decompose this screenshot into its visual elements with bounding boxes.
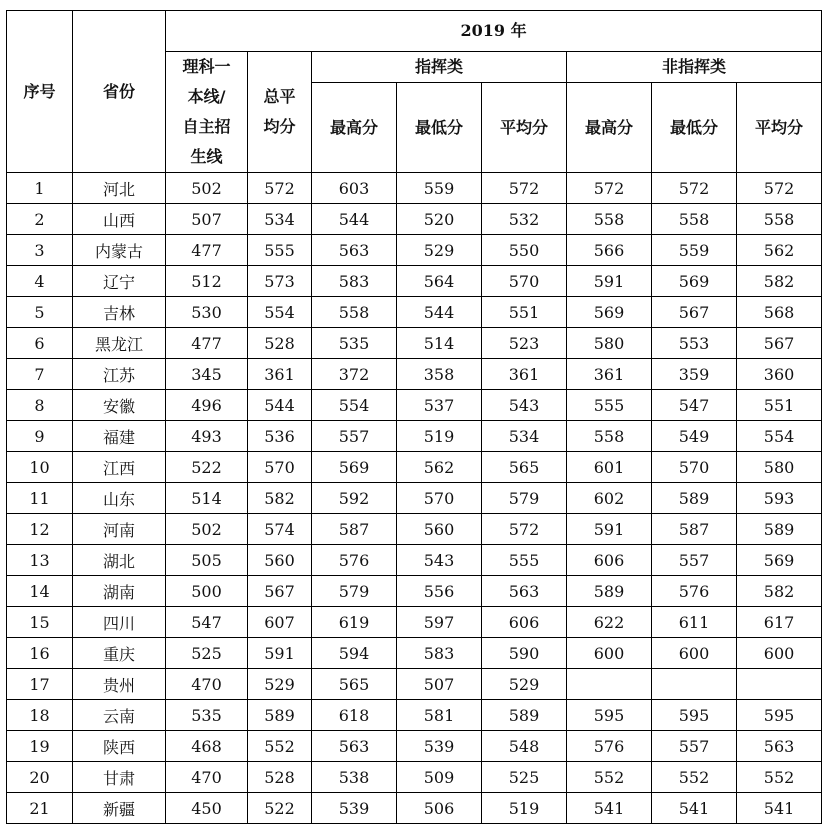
cell-command-max: 557 xyxy=(312,421,397,452)
cell-command-avg: 563 xyxy=(482,576,567,607)
cell-non-command-avg: 551 xyxy=(737,390,822,421)
cell-command-max: 558 xyxy=(312,297,397,328)
cell-seq: 16 xyxy=(7,638,73,669)
cell-command-min: 509 xyxy=(397,762,482,793)
cell-command-max: 544 xyxy=(312,204,397,235)
cell-seq: 11 xyxy=(7,483,73,514)
cell-line: 345 xyxy=(166,359,248,390)
header-province: 省份 xyxy=(73,11,166,173)
cell-non-command-max: 600 xyxy=(567,638,652,669)
cell-non-command-avg: 360 xyxy=(737,359,822,390)
cell-command-min: 544 xyxy=(397,297,482,328)
cell-line: 477 xyxy=(166,328,248,359)
cell-line: 535 xyxy=(166,700,248,731)
cell-non-command-min: 572 xyxy=(652,173,737,204)
cell-non-command-min: 587 xyxy=(652,514,737,545)
cell-non-command-avg: 580 xyxy=(737,452,822,483)
cell-province: 湖北 xyxy=(73,545,166,576)
cell-non-command-min xyxy=(652,669,737,700)
cell-command-max: 594 xyxy=(312,638,397,669)
cell-non-command-max: 569 xyxy=(567,297,652,328)
cell-total-avg: 544 xyxy=(248,390,312,421)
cell-command-max: 576 xyxy=(312,545,397,576)
cell-non-command-max: 558 xyxy=(567,204,652,235)
cell-total-avg: 572 xyxy=(248,173,312,204)
cell-total-avg: 555 xyxy=(248,235,312,266)
table-row xyxy=(7,359,822,390)
cell-non-command-avg: 567 xyxy=(737,328,822,359)
cell-command-min: 519 xyxy=(397,421,482,452)
cell-province: 江西 xyxy=(73,452,166,483)
cell-non-command-avg: 593 xyxy=(737,483,822,514)
cell-line: 477 xyxy=(166,235,248,266)
cell-seq: 10 xyxy=(7,452,73,483)
cell-command-min: 556 xyxy=(397,576,482,607)
cell-total-avg: 570 xyxy=(248,452,312,483)
cell-seq: 12 xyxy=(7,514,73,545)
cell-command-avg: 532 xyxy=(482,204,567,235)
cell-non-command-min: 570 xyxy=(652,452,737,483)
cell-total-avg: 534 xyxy=(248,204,312,235)
cell-command-avg: 572 xyxy=(482,173,567,204)
cell-command-avg: 543 xyxy=(482,390,567,421)
cell-province: 甘肃 xyxy=(73,762,166,793)
cell-line: 507 xyxy=(166,204,248,235)
cell-command-min: 529 xyxy=(397,235,482,266)
cell-seq: 21 xyxy=(7,793,73,824)
cell-non-command-avg: 562 xyxy=(737,235,822,266)
cell-command-max: 619 xyxy=(312,607,397,638)
cell-command-min: 560 xyxy=(397,514,482,545)
cell-command-avg: 519 xyxy=(482,793,567,824)
table-row xyxy=(7,793,822,824)
cell-command-max: 563 xyxy=(312,235,397,266)
cell-command-max: 539 xyxy=(312,793,397,824)
cell-non-command-max: 622 xyxy=(567,607,652,638)
cell-non-command-min: 576 xyxy=(652,576,737,607)
cell-total-avg: 574 xyxy=(248,514,312,545)
table-row xyxy=(7,173,822,204)
cell-total-avg: 567 xyxy=(248,576,312,607)
cell-line: 547 xyxy=(166,607,248,638)
header-non-command: 非指挥类 xyxy=(567,52,822,83)
cell-non-command-min: 547 xyxy=(652,390,737,421)
cell-line: 512 xyxy=(166,266,248,297)
cell-non-command-max: 601 xyxy=(567,452,652,483)
cell-total-avg: 552 xyxy=(248,731,312,762)
table-row xyxy=(7,483,822,514)
cell-command-max: 592 xyxy=(312,483,397,514)
table-row xyxy=(7,762,822,793)
header-non-command-max: 最高分 xyxy=(567,83,652,173)
cell-non-command-avg: 569 xyxy=(737,545,822,576)
table-row xyxy=(7,328,822,359)
cell-command-avg: 589 xyxy=(482,700,567,731)
table-row xyxy=(7,638,822,669)
cell-total-avg: 554 xyxy=(248,297,312,328)
cell-command-min: 562 xyxy=(397,452,482,483)
cell-command-avg: 590 xyxy=(482,638,567,669)
cell-command-avg: 565 xyxy=(482,452,567,483)
cell-province: 河北 xyxy=(73,173,166,204)
cell-non-command-max: 541 xyxy=(567,793,652,824)
cell-command-avg: 550 xyxy=(482,235,567,266)
cell-non-command-min: 569 xyxy=(652,266,737,297)
cell-non-command-max xyxy=(567,669,652,700)
cell-non-command-min: 553 xyxy=(652,328,737,359)
cell-line: 530 xyxy=(166,297,248,328)
cell-non-command-avg: 572 xyxy=(737,173,822,204)
table-row xyxy=(7,669,822,700)
cell-non-command-max: 591 xyxy=(567,266,652,297)
cell-command-min: 564 xyxy=(397,266,482,297)
cell-command-avg: 570 xyxy=(482,266,567,297)
cell-province: 安徽 xyxy=(73,390,166,421)
cell-seq: 14 xyxy=(7,576,73,607)
cell-command-max: 579 xyxy=(312,576,397,607)
cell-non-command-min: 611 xyxy=(652,607,737,638)
table-row xyxy=(7,390,822,421)
cell-total-avg: 582 xyxy=(248,483,312,514)
table-row xyxy=(7,731,822,762)
cell-seq: 17 xyxy=(7,669,73,700)
cell-line: 493 xyxy=(166,421,248,452)
cell-seq: 15 xyxy=(7,607,73,638)
table-row xyxy=(7,700,822,731)
cell-command-min: 570 xyxy=(397,483,482,514)
cell-non-command-avg: 554 xyxy=(737,421,822,452)
cell-province: 山西 xyxy=(73,204,166,235)
cell-seq: 8 xyxy=(7,390,73,421)
cell-province: 云南 xyxy=(73,700,166,731)
cell-non-command-min: 557 xyxy=(652,731,737,762)
cell-command-min: 597 xyxy=(397,607,482,638)
cell-non-command-avg: 541 xyxy=(737,793,822,824)
cell-command-avg: 523 xyxy=(482,328,567,359)
table-row xyxy=(7,576,822,607)
cell-command-avg: 361 xyxy=(482,359,567,390)
cell-total-avg: 361 xyxy=(248,359,312,390)
cell-command-min: 358 xyxy=(397,359,482,390)
cell-non-command-min: 595 xyxy=(652,700,737,731)
cell-non-command-min: 552 xyxy=(652,762,737,793)
cell-total-avg: 589 xyxy=(248,700,312,731)
cell-seq: 9 xyxy=(7,421,73,452)
cell-line: 505 xyxy=(166,545,248,576)
cell-province: 山东 xyxy=(73,483,166,514)
cell-line: 450 xyxy=(166,793,248,824)
cell-non-command-avg: 600 xyxy=(737,638,822,669)
cell-seq: 4 xyxy=(7,266,73,297)
cell-line: 502 xyxy=(166,173,248,204)
cell-non-command-avg: 617 xyxy=(737,607,822,638)
cell-seq: 7 xyxy=(7,359,73,390)
header-total-avg: 总平 均分 xyxy=(248,52,312,173)
cell-non-command-min: 549 xyxy=(652,421,737,452)
cell-line: 525 xyxy=(166,638,248,669)
cell-command-min: 520 xyxy=(397,204,482,235)
cell-seq: 13 xyxy=(7,545,73,576)
cell-province: 陕西 xyxy=(73,731,166,762)
cell-line: 470 xyxy=(166,762,248,793)
table-row xyxy=(7,545,822,576)
cell-province: 重庆 xyxy=(73,638,166,669)
cell-non-command-avg: 563 xyxy=(737,731,822,762)
cell-province: 河南 xyxy=(73,514,166,545)
cell-non-command-avg: 552 xyxy=(737,762,822,793)
cell-seq: 5 xyxy=(7,297,73,328)
header-line-label: 理科一 本线/ 自主招 生线 xyxy=(166,52,248,173)
cell-non-command-max: 552 xyxy=(567,762,652,793)
cell-seq: 2 xyxy=(7,204,73,235)
table-row xyxy=(7,266,822,297)
cell-command-max: 554 xyxy=(312,390,397,421)
table-row xyxy=(7,452,822,483)
cell-command-avg: 525 xyxy=(482,762,567,793)
cell-command-min: 514 xyxy=(397,328,482,359)
cell-total-avg: 607 xyxy=(248,607,312,638)
cell-command-min: 583 xyxy=(397,638,482,669)
cell-seq: 18 xyxy=(7,700,73,731)
cell-non-command-max: 361 xyxy=(567,359,652,390)
cell-non-command-max: 555 xyxy=(567,390,652,421)
header-non-command-min: 最低分 xyxy=(652,83,737,173)
cell-total-avg: 560 xyxy=(248,545,312,576)
cell-seq: 19 xyxy=(7,731,73,762)
cell-province: 贵州 xyxy=(73,669,166,700)
cell-seq: 6 xyxy=(7,328,73,359)
cell-non-command-min: 541 xyxy=(652,793,737,824)
cell-line: 468 xyxy=(166,731,248,762)
cell-non-command-avg: 589 xyxy=(737,514,822,545)
cell-command-avg: 534 xyxy=(482,421,567,452)
cell-non-command-avg: 582 xyxy=(737,266,822,297)
cell-total-avg: 573 xyxy=(248,266,312,297)
cell-line: 502 xyxy=(166,514,248,545)
cell-non-command-max: 591 xyxy=(567,514,652,545)
cell-non-command-min: 557 xyxy=(652,545,737,576)
cell-non-command-max: 566 xyxy=(567,235,652,266)
cell-non-command-max: 558 xyxy=(567,421,652,452)
header-seq: 序号 xyxy=(7,11,73,173)
cell-province: 辽宁 xyxy=(73,266,166,297)
header-non-command-avg: 平均分 xyxy=(737,83,822,173)
cell-total-avg: 536 xyxy=(248,421,312,452)
cell-non-command-min: 359 xyxy=(652,359,737,390)
cell-non-command-avg xyxy=(737,669,822,700)
cell-province: 黑龙江 xyxy=(73,328,166,359)
table-row xyxy=(7,421,822,452)
cell-command-min: 559 xyxy=(397,173,482,204)
cell-province: 新疆 xyxy=(73,793,166,824)
header-command-min: 最低分 xyxy=(397,83,482,173)
cell-command-max: 563 xyxy=(312,731,397,762)
table-row xyxy=(7,235,822,266)
cell-command-avg: 551 xyxy=(482,297,567,328)
cell-non-command-avg: 558 xyxy=(737,204,822,235)
cell-total-avg: 522 xyxy=(248,793,312,824)
cell-non-command-max: 576 xyxy=(567,731,652,762)
admission-score-table xyxy=(6,10,822,824)
cell-total-avg: 529 xyxy=(248,669,312,700)
cell-province: 福建 xyxy=(73,421,166,452)
cell-total-avg: 528 xyxy=(248,328,312,359)
cell-line: 500 xyxy=(166,576,248,607)
cell-non-command-min: 589 xyxy=(652,483,737,514)
cell-command-avg: 606 xyxy=(482,607,567,638)
header-year: 2019 年 xyxy=(166,11,822,52)
cell-command-min: 543 xyxy=(397,545,482,576)
cell-command-max: 569 xyxy=(312,452,397,483)
cell-command-avg: 572 xyxy=(482,514,567,545)
score-table-container xyxy=(6,10,822,824)
cell-non-command-avg: 595 xyxy=(737,700,822,731)
table-row xyxy=(7,297,822,328)
cell-non-command-max: 580 xyxy=(567,328,652,359)
cell-province: 湖南 xyxy=(73,576,166,607)
cell-command-avg: 548 xyxy=(482,731,567,762)
cell-command-avg: 529 xyxy=(482,669,567,700)
cell-seq: 3 xyxy=(7,235,73,266)
header-command: 指挥类 xyxy=(312,52,567,83)
cell-command-avg: 579 xyxy=(482,483,567,514)
cell-province: 内蒙古 xyxy=(73,235,166,266)
cell-non-command-min: 559 xyxy=(652,235,737,266)
cell-line: 514 xyxy=(166,483,248,514)
cell-command-min: 539 xyxy=(397,731,482,762)
cell-command-max: 583 xyxy=(312,266,397,297)
cell-total-avg: 528 xyxy=(248,762,312,793)
header-command-max: 最高分 xyxy=(312,83,397,173)
cell-non-command-avg: 568 xyxy=(737,297,822,328)
cell-non-command-max: 606 xyxy=(567,545,652,576)
cell-seq: 20 xyxy=(7,762,73,793)
cell-command-max: 587 xyxy=(312,514,397,545)
cell-command-max: 372 xyxy=(312,359,397,390)
cell-province: 吉林 xyxy=(73,297,166,328)
table-row xyxy=(7,204,822,235)
table-row xyxy=(7,607,822,638)
cell-non-command-max: 595 xyxy=(567,700,652,731)
cell-non-command-max: 589 xyxy=(567,576,652,607)
table-row xyxy=(7,514,822,545)
cell-non-command-min: 558 xyxy=(652,204,737,235)
cell-command-max: 538 xyxy=(312,762,397,793)
cell-seq: 1 xyxy=(7,173,73,204)
cell-command-min: 581 xyxy=(397,700,482,731)
cell-command-max: 565 xyxy=(312,669,397,700)
cell-non-command-min: 600 xyxy=(652,638,737,669)
cell-command-min: 537 xyxy=(397,390,482,421)
cell-command-min: 507 xyxy=(397,669,482,700)
cell-command-max: 618 xyxy=(312,700,397,731)
cell-non-command-min: 567 xyxy=(652,297,737,328)
cell-line: 522 xyxy=(166,452,248,483)
cell-command-min: 506 xyxy=(397,793,482,824)
cell-command-max: 603 xyxy=(312,173,397,204)
table-body xyxy=(7,173,822,824)
cell-line: 470 xyxy=(166,669,248,700)
cell-province: 四川 xyxy=(73,607,166,638)
cell-non-command-max: 602 xyxy=(567,483,652,514)
header-command-avg: 平均分 xyxy=(482,83,567,173)
cell-non-command-avg: 582 xyxy=(737,576,822,607)
cell-province: 江苏 xyxy=(73,359,166,390)
cell-line: 496 xyxy=(166,390,248,421)
cell-command-max: 535 xyxy=(312,328,397,359)
cell-non-command-max: 572 xyxy=(567,173,652,204)
cell-command-avg: 555 xyxy=(482,545,567,576)
cell-total-avg: 591 xyxy=(248,638,312,669)
